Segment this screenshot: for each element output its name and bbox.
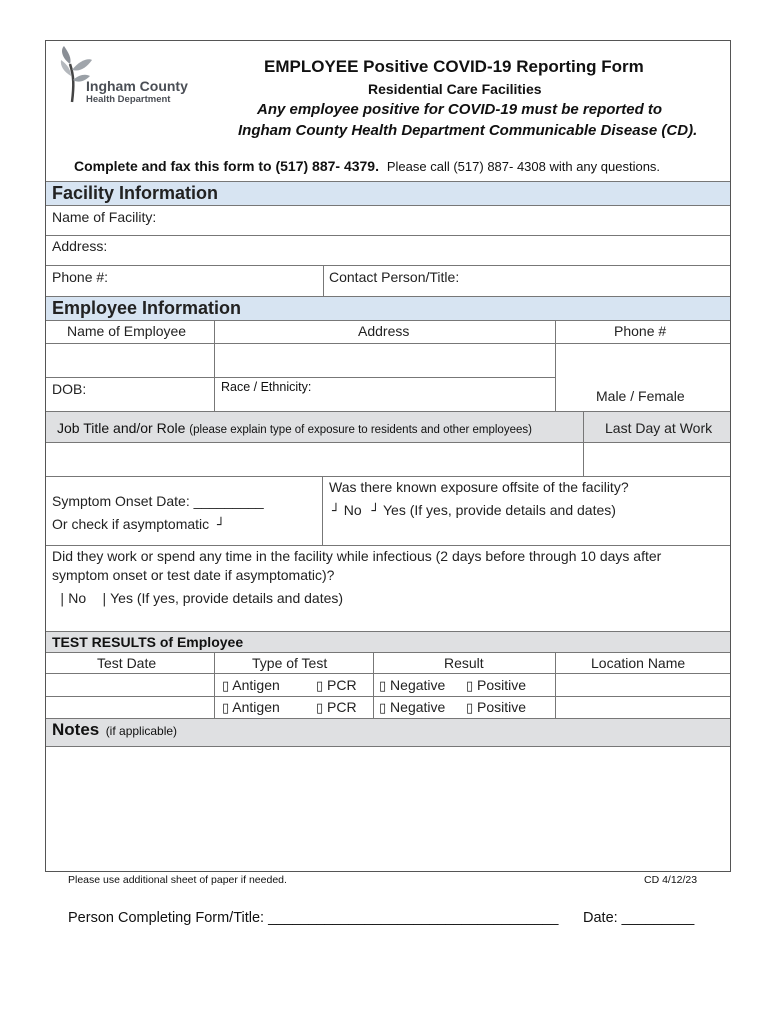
divider — [46, 652, 730, 653]
exposure-question: Was there known exposure offsite of the facility? — [329, 479, 629, 495]
test-location-header: Location Name — [591, 655, 686, 671]
form-code: CD 4/12/23 — [644, 874, 698, 886]
last-day-header: Last Day at Work — [605, 420, 713, 436]
exposure-yes-checkbox[interactable]: ┘ — [371, 504, 380, 519]
race-ethnicity-field[interactable]: Race / Ethnicity: — [221, 380, 312, 394]
work-no-label: No — [68, 590, 87, 606]
positive-checkbox[interactable]: ▯ — [466, 701, 474, 716]
notes-textarea[interactable] — [46, 746, 730, 871]
exposure-yes-label: Yes (If yes, provide details and dates) — [382, 502, 616, 518]
employee-phone-header: Phone # — [614, 323, 667, 339]
facility-name-field[interactable]: Name of Facility: — [52, 209, 157, 225]
reporting-note-2: Ingham County Health Department Communicable Disease (CD). — [238, 122, 698, 139]
facility-address-field[interactable]: Address: — [52, 238, 108, 254]
notes-label: Notes — [52, 720, 100, 739]
antigen-label: Antigen — [232, 677, 280, 693]
asymptomatic-checkbox[interactable]: ┘ — [217, 518, 225, 533]
asymptomatic-label: Or check if asymptomatic — [52, 516, 210, 532]
facility-phone-field[interactable]: Phone #: — [52, 269, 109, 285]
negative-label: Negative — [390, 677, 446, 693]
extra-sheet-note: Please use additional sheet of paper if needed. — [68, 874, 287, 886]
exposure-no-label: No — [343, 502, 362, 518]
table-row — [46, 697, 730, 718]
notes-title — [52, 720, 177, 740]
divider — [46, 235, 730, 236]
reporting-note-1: Any employee positive for COVID-19 must be reported to — [257, 101, 663, 118]
antigen-label: Antigen — [232, 699, 280, 715]
work-infectious-options — [60, 590, 343, 607]
exposure-no-checkbox[interactable]: ┘ — [332, 504, 340, 519]
test-results-title: TEST RESULTS of Employee — [52, 634, 244, 650]
divider — [322, 476, 323, 545]
negative-option — [379, 677, 445, 694]
negative-label: Negative — [390, 699, 446, 715]
fax-number-text: Complete and fax this form to (517) 887- 4379. — [74, 158, 379, 174]
logo-line-1: Ingham County — [86, 78, 188, 94]
antigen-checkbox[interactable]: ▯ — [222, 701, 230, 716]
work-infectious-question-1: Did they work or spend any time in the facility while infectious (2 days before through 10 days after — [52, 548, 662, 564]
antigen-checkbox[interactable]: ▯ — [222, 679, 230, 694]
negative-option — [379, 699, 445, 716]
negative-checkbox[interactable]: ▯ — [379, 701, 387, 716]
positive-label: Positive — [477, 677, 527, 693]
work-no-checkbox[interactable]: | — [60, 592, 65, 607]
person-completing-field[interactable]: Person Completing Form/Title: ____________________________________ — [68, 910, 559, 926]
positive-option — [466, 677, 526, 694]
contact-person-field[interactable]: Contact Person/Title: — [329, 269, 460, 285]
pcr-checkbox[interactable]: ▯ — [316, 679, 324, 694]
employee-name-input[interactable] — [46, 344, 213, 377]
test-date-input[interactable] — [46, 697, 213, 718]
call-number-text: Please call (517) 887- 4308 with any questions. — [386, 159, 661, 174]
divider — [323, 265, 324, 297]
employee-address-header: Address — [358, 323, 410, 339]
facility-section-title: Facility Information — [52, 183, 219, 203]
last-day-input[interactable] — [584, 443, 730, 476]
divider — [46, 476, 730, 477]
divider — [46, 320, 730, 321]
location-input[interactable] — [556, 697, 730, 718]
antigen-option — [222, 699, 280, 716]
divider — [46, 377, 555, 378]
employee-address-input[interactable] — [215, 344, 554, 377]
location-input[interactable] — [556, 674, 730, 695]
pcr-label: PCR — [327, 677, 357, 693]
symptom-onset-field[interactable]: Symptom Onset Date: _________ — [52, 493, 264, 509]
pcr-option — [316, 699, 357, 716]
negative-checkbox[interactable]: ▯ — [379, 679, 387, 694]
notes-hint: (if applicable) — [105, 724, 178, 738]
form-subtitle: Residential Care Facilities — [368, 81, 542, 97]
asymptomatic-row — [52, 516, 225, 533]
test-date-input[interactable] — [46, 674, 213, 695]
pcr-label: PCR — [327, 699, 357, 715]
work-yes-checkbox[interactable]: | — [102, 592, 107, 607]
test-result-header: Result — [444, 655, 484, 671]
divider — [46, 265, 730, 266]
table-row — [46, 674, 730, 696]
pcr-option — [316, 677, 357, 694]
exposure-options — [332, 502, 616, 519]
pcr-checkbox[interactable]: ▯ — [316, 701, 324, 716]
employee-section-title: Employee Information — [52, 298, 242, 318]
work-yes-label: Yes (If yes, provide details and dates) — [110, 590, 344, 606]
work-infectious-question-2: symptom onset or test date if asymptomatic)? — [52, 567, 335, 583]
positive-checkbox[interactable]: ▯ — [466, 679, 474, 694]
sex-selection[interactable]: Male / Female — [596, 388, 685, 404]
employee-phone-input[interactable] — [556, 344, 730, 377]
test-date-header: Test Date — [97, 655, 157, 671]
job-title-label — [57, 420, 532, 436]
divider — [46, 545, 730, 546]
job-title-input[interactable] — [46, 443, 582, 476]
positive-label: Positive — [477, 699, 527, 715]
positive-option — [466, 699, 526, 716]
employee-name-header: Name of Employee — [67, 323, 187, 339]
divider — [46, 205, 730, 206]
antigen-option — [222, 677, 280, 694]
test-type-header: Type of Test — [252, 655, 328, 671]
job-title-note: (please explain type of exposure to residents and other employees) — [189, 424, 532, 436]
logo-line-2: Health Department — [86, 94, 171, 105]
form-title: EMPLOYEE Positive COVID-19 Reporting Form — [264, 57, 644, 76]
dob-field[interactable]: DOB: — [52, 381, 87, 397]
completion-date-field[interactable]: Date: _________ — [583, 910, 695, 926]
job-title-text: Job Title and/or Role — [57, 420, 186, 436]
